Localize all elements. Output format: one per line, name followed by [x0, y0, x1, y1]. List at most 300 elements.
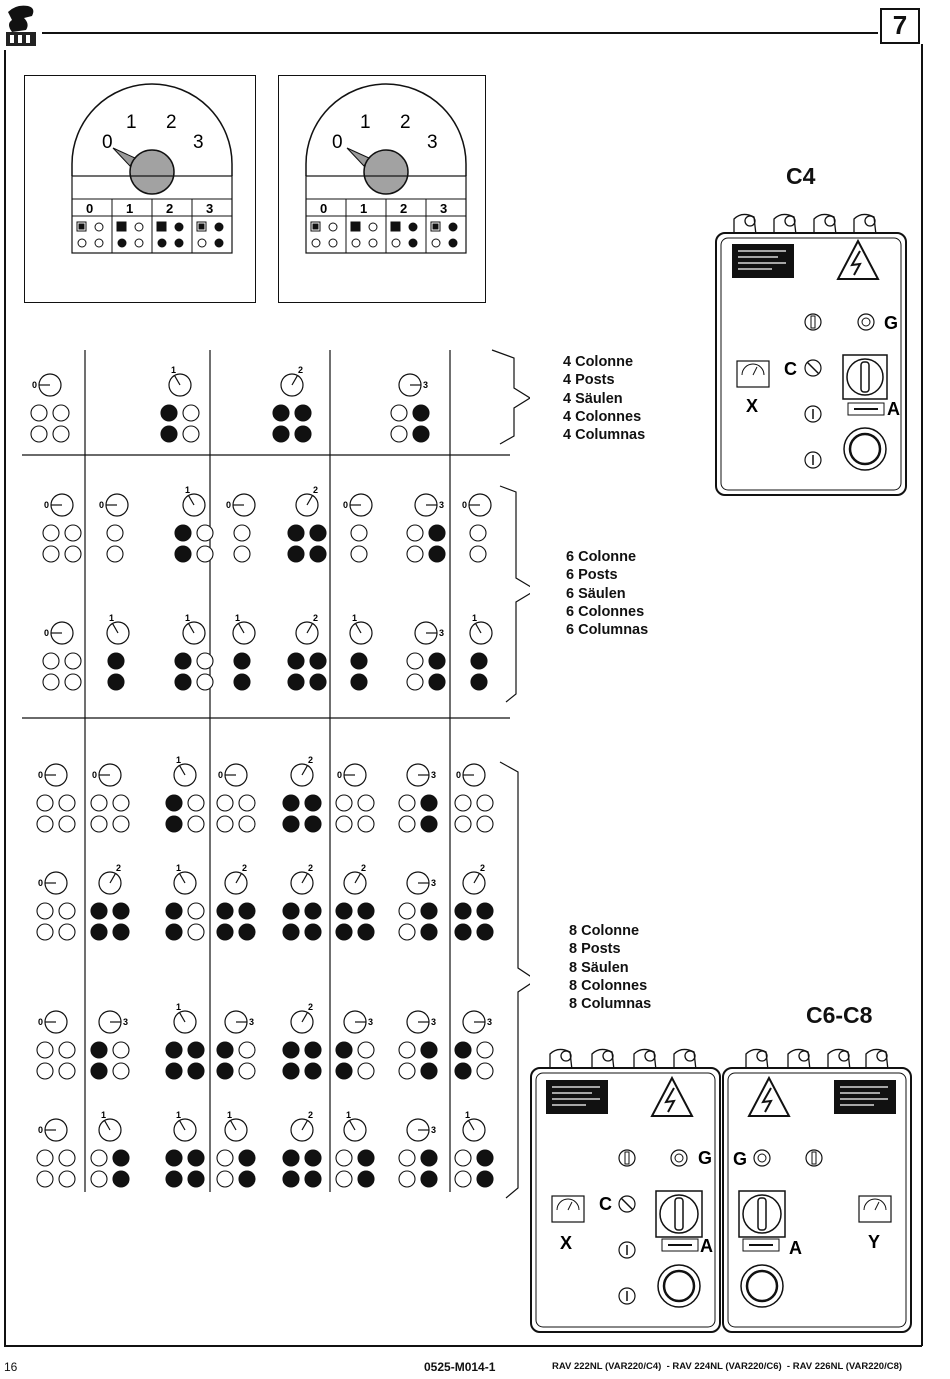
indicator-lamp-icon: [31, 426, 47, 442]
page-number-box: [880, 8, 920, 44]
dial-position-label: 3: [431, 878, 437, 888]
switch-state-cell: [37, 872, 75, 940]
dial-position-label: 2: [308, 1110, 314, 1120]
indicator-lamp-icon: [65, 674, 81, 690]
switch-state-cell: [166, 755, 204, 832]
indicator-lamp-icon: [421, 1042, 437, 1058]
indicator-lamp-icon: [113, 1150, 129, 1166]
dial-position-label: 3: [487, 1017, 493, 1027]
indicator-lamp-icon: [336, 1171, 352, 1187]
indicator-lamp-icon: [358, 903, 374, 919]
configuration-diagram: [0, 340, 530, 1210]
lang-es: 4 Columnas: [563, 427, 646, 444]
indicator-lamp-icon: [59, 1042, 75, 1058]
indicator-lamp-icon: [91, 795, 107, 811]
indicator-lamp-icon: [113, 795, 129, 811]
indicator-lamp-icon: [166, 903, 182, 919]
model-c6c8-title: C6-C8: [806, 1002, 873, 1028]
indicator-lamp-icon: [399, 1042, 415, 1058]
switch-state-cell: [399, 1011, 437, 1079]
indicator-lamp-icon: [239, 1042, 255, 1058]
emergency-button-icon[interactable]: [844, 428, 886, 470]
cable-glands: [734, 214, 876, 235]
switch-state-cell: [273, 365, 311, 442]
indicator-lamp-icon: [217, 795, 233, 811]
indicator-lamp-icon: [183, 405, 199, 421]
table-header: 2: [400, 201, 408, 216]
indicator-lamp-icon: [37, 903, 53, 919]
indicator-lamp-icon: [455, 1042, 471, 1058]
indicator-lamp-icon: [477, 903, 493, 919]
indicator-lamp-icon: [305, 924, 321, 940]
indicator-lamp-icon: [166, 795, 182, 811]
switch-state-cell: [37, 1011, 75, 1079]
indicator-lamp-icon: [273, 405, 289, 421]
indicator-lamp-icon: [283, 924, 299, 940]
indicator-lamp-icon: [37, 1063, 53, 1079]
indicator-lamp-icon: [421, 1171, 437, 1187]
switch-state-cell: [336, 1011, 374, 1079]
dial-panel-1-drawing: [25, 76, 255, 302]
indicator-lamp-icon: [391, 405, 407, 421]
switch-state-cell: [233, 613, 255, 690]
indicator-lamp-icon: [305, 1150, 321, 1166]
switch-state-cell: [336, 863, 374, 940]
indicator-lamp-icon: [43, 674, 59, 690]
indicator-lamp-icon: [283, 903, 299, 919]
switch-state-cell: [166, 1110, 204, 1187]
switch-state-cell: [399, 872, 437, 940]
dial-position-label: 2: [242, 863, 248, 873]
indicator-lamp-icon: [399, 816, 415, 832]
indicator-lamp-icon: [188, 816, 204, 832]
lang-it: 4 Colonne: [563, 354, 634, 370]
indicator-lamp-icon: [310, 674, 326, 690]
warning-light-icon: [806, 1150, 822, 1166]
indicator-lamp-icon: [53, 405, 69, 421]
dial-position-label: 3: [439, 628, 445, 638]
label-x: X: [560, 1233, 573, 1253]
indicator-lamp-icon: [471, 653, 487, 669]
page-number: 7: [892, 10, 908, 40]
indicator-lamp-icon: [37, 816, 53, 832]
switch-state-cell: [283, 1110, 321, 1187]
indicator-lamp-icon: [399, 795, 415, 811]
label-plate: [546, 1080, 608, 1114]
indicator-lamp-icon: [239, 795, 255, 811]
indicator-lamp-icon: [37, 1042, 53, 1058]
indicator-lamp-icon: [407, 546, 423, 562]
switch-state-cell: [161, 365, 199, 442]
lang-en: 6 Posts: [566, 567, 618, 584]
switch-state-cell: [166, 863, 204, 940]
main-switch-icon[interactable]: [656, 1191, 702, 1237]
indicator-lamp-icon: [166, 1150, 182, 1166]
dial-position-label: 2: [313, 485, 319, 495]
dial-position-label: 1: [101, 1110, 107, 1120]
dial-panel-2-drawing: [279, 76, 485, 302]
indicator-lamp-icon: [295, 405, 311, 421]
dial-position-label: 1: [185, 613, 191, 623]
table-header: 1: [360, 201, 368, 216]
indicator-lamp-icon: [283, 1150, 299, 1166]
dial-position-label: 0: [92, 770, 98, 780]
main-switch-icon[interactable]: [739, 1191, 785, 1237]
indicator-lamp-icon: [175, 546, 191, 562]
up-button-icon[interactable]: [619, 1242, 635, 1258]
indicator-lamp-icon: [188, 924, 204, 940]
indicator-lamp-icon: [310, 546, 326, 562]
indicator-lamp-icon: [31, 405, 47, 421]
label-plate: [834, 1080, 896, 1114]
indicator-lamp-icon: [391, 426, 407, 442]
table-header: 2: [166, 201, 174, 216]
dial-position-label: 0: [99, 500, 105, 510]
indicator-lamp-icon: [188, 1063, 204, 1079]
group-4-posts-label: [563, 353, 645, 444]
indicator-lamp-icon: [37, 1150, 53, 1166]
label-y: Y: [868, 1232, 881, 1252]
indicator-lamp-icon: [421, 795, 437, 811]
switch-state-cell: [43, 494, 81, 562]
indicator-lamp-icon: [91, 1063, 107, 1079]
indicator-lamp-icon: [421, 1063, 437, 1079]
dial-number: 1: [126, 112, 137, 133]
emergency-button-icon[interactable]: [658, 1265, 700, 1307]
switch-state-cell: [470, 613, 492, 690]
indicator-lamp-icon: [91, 903, 107, 919]
switch-state-cell: [399, 764, 437, 832]
dial-position-label: 1: [176, 755, 182, 765]
table-header: 3: [440, 201, 448, 216]
dial-position-label: 1: [176, 1110, 182, 1120]
indicator-lamp-icon: [188, 1171, 204, 1187]
indicator-lamp-icon: [239, 816, 255, 832]
lamp-g-icon: [858, 314, 874, 330]
label-a: A: [789, 1238, 802, 1258]
indicator-lamp-icon: [455, 795, 471, 811]
indicator-lamp-icon: [59, 1171, 75, 1187]
switch-state-cell: [226, 494, 255, 562]
indicator-lamp-icon: [113, 924, 129, 940]
switch-state-cell: [407, 494, 445, 562]
down-button-icon[interactable]: [619, 1288, 635, 1304]
indicator-lamp-icon: [336, 924, 352, 940]
indicator-lamp-icon: [429, 674, 445, 690]
indicator-lamp-icon: [91, 1150, 107, 1166]
indicator-lamp-icon: [239, 903, 255, 919]
dial-position-label: 2: [313, 613, 319, 623]
emergency-button-icon[interactable]: [741, 1265, 783, 1307]
indicator-lamp-icon: [399, 924, 415, 940]
control-box-c4: [712, 205, 912, 500]
indicator-lamp-icon: [421, 816, 437, 832]
indicator-lamp-icon: [305, 816, 321, 832]
lang-it: 6 Colonne: [566, 549, 637, 565]
dial-position-label: 3: [431, 770, 437, 780]
indicator-lamp-icon: [288, 546, 304, 562]
indicator-lamp-icon: [217, 816, 233, 832]
label-a-plate: [662, 1239, 698, 1251]
indicator-lamp-icon: [477, 1063, 493, 1079]
indicator-lamp-icon: [310, 525, 326, 541]
indicator-lamp-icon: [234, 546, 250, 562]
dial-position-label: 3: [431, 1125, 437, 1135]
indicator-lamp-icon: [217, 1063, 233, 1079]
indicator-lamp-icon: [399, 903, 415, 919]
switch-state-cell: [217, 1110, 255, 1187]
dial-number: 0: [102, 132, 113, 153]
indicator-lamp-icon: [477, 1171, 493, 1187]
label-a-plate: [848, 403, 884, 415]
dial-position-label: 1: [185, 485, 191, 495]
dial-position-label: 0: [462, 500, 468, 510]
dial-position-label: 1: [176, 863, 182, 873]
lamp-g-icon: [754, 1150, 770, 1166]
indicator-lamp-icon: [166, 816, 182, 832]
dial-position-label: 3: [423, 380, 429, 390]
dial-number: 3: [193, 132, 204, 153]
switch-state-cell: [217, 863, 255, 940]
dial-position-label: 0: [343, 500, 349, 510]
table-header: 0: [86, 201, 94, 216]
dial-position-label: 0: [44, 628, 50, 638]
control-box-c6c8: [526, 1040, 916, 1336]
lang-es: 6 Columnas: [566, 622, 649, 639]
indicator-lamp-icon: [59, 1063, 75, 1079]
indicator-lamp-icon: [65, 653, 81, 669]
dial-position-label: 2: [308, 1002, 314, 1012]
indicator-lamp-icon: [336, 903, 352, 919]
dial-panel-1: [24, 75, 256, 303]
group-6-posts-label: [566, 548, 648, 639]
indicator-lamp-icon: [351, 653, 367, 669]
lang-en: 4 Posts: [563, 372, 615, 389]
indicator-lamp-icon: [429, 546, 445, 562]
indicator-lamp-icon: [166, 1042, 182, 1058]
switch-state-cell: [91, 863, 129, 940]
dial-position-label: 3: [123, 1017, 129, 1027]
indicator-lamp-icon: [217, 1042, 233, 1058]
indicator-lamp-icon: [239, 1150, 255, 1166]
dial-position-label: 0: [456, 770, 462, 780]
switch-state-cell: [336, 764, 374, 832]
indicator-lamp-icon: [351, 546, 367, 562]
indicator-lamp-icon: [358, 924, 374, 940]
indicator-lamp-icon: [59, 903, 75, 919]
switch-state-cell: [107, 613, 129, 690]
label-a: A: [700, 1236, 713, 1256]
switch-state-cell: [175, 485, 213, 562]
indicator-lamp-icon: [399, 1171, 415, 1187]
indicator-lamp-icon: [59, 795, 75, 811]
switch-state-cell: [288, 613, 326, 690]
dial-position-label: 2: [298, 365, 304, 375]
indicator-lamp-icon: [188, 1150, 204, 1166]
switch-state-cell: [91, 1011, 129, 1079]
indicator-lamp-icon: [288, 674, 304, 690]
indicator-lamp-icon: [234, 674, 250, 690]
main-switch-icon[interactable]: [843, 355, 887, 399]
indicator-lamp-icon: [310, 653, 326, 669]
switch-state-cell: [399, 1119, 437, 1187]
label-a: A: [887, 399, 900, 419]
dial-position-label: 0: [218, 770, 224, 780]
indicator-lamp-icon: [91, 1042, 107, 1058]
indicator-lamp-icon: [455, 1150, 471, 1166]
indicator-lamp-icon: [53, 426, 69, 442]
switch-state-cell: [455, 863, 493, 940]
indicator-lamp-icon: [421, 1150, 437, 1166]
indicator-lamp-icon: [234, 525, 250, 541]
switch-state-cell: [462, 494, 491, 562]
indicator-lamp-icon: [421, 924, 437, 940]
dial-position-label: 1: [235, 613, 241, 623]
switch-state-cell: [350, 613, 372, 690]
indicator-lamp-icon: [470, 546, 486, 562]
dial-position-label: 3: [431, 1017, 437, 1027]
label-a-plate: [743, 1239, 779, 1251]
indicator-lamp-icon: [288, 525, 304, 541]
dial-position-label: 0: [44, 500, 50, 510]
indicator-lamp-icon: [107, 525, 123, 541]
indicator-lamp-icon: [351, 674, 367, 690]
footer-code: 0525-M014-1: [424, 1360, 496, 1374]
indicator-lamp-icon: [217, 1150, 233, 1166]
indicator-lamp-icon: [358, 1150, 374, 1166]
indicator-lamp-icon: [239, 924, 255, 940]
lamp-g-icon: [671, 1150, 687, 1166]
indicator-lamp-icon: [43, 525, 59, 541]
indicator-lamp-icon: [421, 903, 437, 919]
right-border: [921, 44, 923, 1346]
indicator-lamp-icon: [358, 1063, 374, 1079]
switch-state-cell: [283, 863, 321, 940]
dial-position-label: 0: [38, 1017, 44, 1027]
indicator-lamp-icon: [188, 1042, 204, 1058]
indicator-lamp-icon: [59, 816, 75, 832]
lang-es: 8 Columnas: [569, 996, 652, 1013]
table-header: 3: [206, 201, 214, 216]
switch-state-cell: [455, 764, 493, 832]
indicator-lamp-icon: [455, 1063, 471, 1079]
indicator-lamp-icon: [295, 426, 311, 442]
indicator-lamp-icon: [429, 653, 445, 669]
indicator-lamp-icon: [65, 525, 81, 541]
indicator-lamp-icon: [108, 674, 124, 690]
switch-state-cell: [43, 622, 81, 690]
indicator-lamp-icon: [470, 525, 486, 541]
indicator-lamp-icon: [108, 653, 124, 669]
up-button-icon[interactable]: [805, 406, 821, 422]
dial-position-label: 2: [116, 863, 122, 873]
down-button-icon[interactable]: [805, 452, 821, 468]
indicator-lamp-icon: [37, 1171, 53, 1187]
dial-position-label: 3: [368, 1017, 374, 1027]
indicator-lamp-icon: [239, 1171, 255, 1187]
dial-number: 3: [427, 132, 438, 153]
switch-state-cell: [31, 374, 69, 442]
dial-position-label: 1: [352, 613, 358, 623]
group-braces: [492, 350, 530, 1198]
indicator-lamp-icon: [197, 674, 213, 690]
model-c4-title: C4: [786, 163, 816, 189]
indicator-lamp-icon: [305, 795, 321, 811]
indicator-lamp-icon: [59, 924, 75, 940]
indicator-lamp-icon: [283, 1063, 299, 1079]
dial-position-label: 0: [38, 770, 44, 780]
indicator-lamp-icon: [91, 1171, 107, 1187]
indicator-lamp-icon: [197, 653, 213, 669]
indicator-lamp-icon: [91, 924, 107, 940]
indicator-lamp-icon: [455, 924, 471, 940]
switch-state-cell: [283, 755, 321, 832]
indicator-lamp-icon: [336, 816, 352, 832]
indicator-lamp-icon: [477, 795, 493, 811]
lang-fr: 8 Colonnes: [569, 977, 648, 994]
indicator-lamp-icon: [288, 653, 304, 669]
switch-state-cell: [455, 1110, 493, 1187]
switch-state-cell: [37, 764, 75, 832]
indicator-lamp-icon: [283, 795, 299, 811]
indicator-lamp-icon: [413, 426, 429, 442]
dial-number: 2: [166, 112, 177, 133]
voltmeter-icon: [552, 1196, 584, 1222]
dial-position-label: 2: [480, 863, 486, 873]
indicator-lamp-icon: [477, 1150, 493, 1166]
switch-state-cell: [343, 494, 372, 562]
switch-state-cell: [407, 622, 445, 690]
indicator-lamp-icon: [166, 1171, 182, 1187]
indicator-lamp-icon: [407, 653, 423, 669]
indicator-lamp-icon: [175, 653, 191, 669]
footer-page: 16: [4, 1360, 18, 1374]
dial-position-label: 0: [32, 380, 38, 390]
dial-position-label: 2: [308, 755, 314, 765]
dial-position-label: 0: [226, 500, 232, 510]
lang-de: 8 Säulen: [569, 959, 629, 976]
indicator-lamp-icon: [113, 1042, 129, 1058]
warning-light-icon: [805, 314, 821, 330]
indicator-lamp-icon: [407, 674, 423, 690]
indicator-lamp-icon: [188, 903, 204, 919]
switch-state-cell: [166, 1002, 204, 1079]
key-switch-c-icon: [619, 1196, 635, 1212]
label-g: G: [884, 313, 899, 333]
switch-state-cell: [37, 1119, 75, 1187]
indicator-lamp-icon: [273, 426, 289, 442]
cable-glands: [550, 1049, 888, 1070]
group-8-posts-label: [569, 922, 651, 1013]
indicator-lamp-icon: [471, 674, 487, 690]
lang-fr: 6 Colonnes: [566, 603, 645, 620]
dial-position-label: 2: [361, 863, 367, 873]
indicator-lamp-icon: [43, 546, 59, 562]
dial-position-label: 1: [465, 1110, 471, 1120]
dial-position-label: 1: [176, 1002, 182, 1012]
indicator-lamp-icon: [399, 1150, 415, 1166]
lang-it: 8 Colonne: [569, 923, 640, 939]
footer-models: RAV 222NL (VAR220/C4) - RAV 224NL (VAR220/C6) - RAV 226NL (VAR220/C8): [552, 1361, 903, 1372]
switch-state-cell: [99, 494, 128, 562]
indicator-lamp-icon: [175, 674, 191, 690]
switch-state-cell: [391, 374, 429, 442]
lang-fr: 4 Colonnes: [563, 408, 642, 425]
indicator-lamp-icon: [183, 426, 199, 442]
indicator-lamp-icon: [161, 405, 177, 421]
table-header: 1: [126, 201, 134, 216]
dial-position-label: 2: [308, 863, 314, 873]
